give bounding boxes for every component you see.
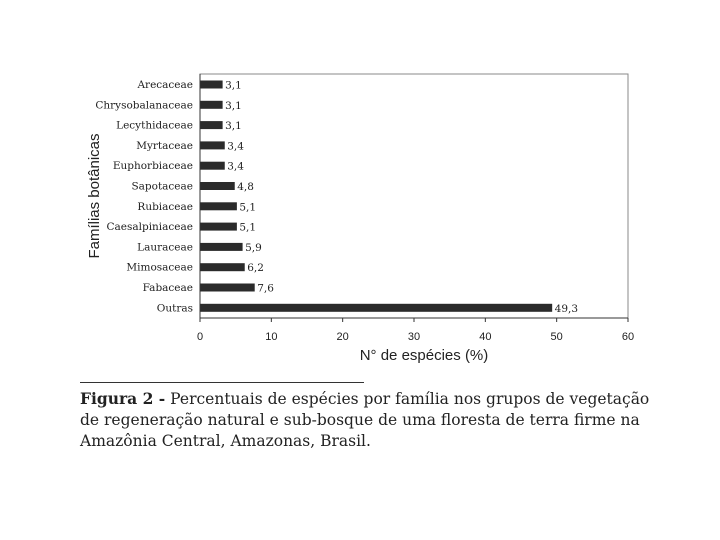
category-label: Sapotaceae bbox=[131, 180, 193, 193]
bar bbox=[201, 141, 225, 149]
caption-label: Figura 2 - bbox=[80, 389, 166, 408]
value-label: 7,6 bbox=[257, 282, 274, 295]
bar bbox=[201, 202, 237, 210]
x-tick-label: 0 bbox=[196, 331, 204, 343]
value-label: 5,9 bbox=[245, 241, 262, 254]
x-axis-title: N° de espécies (%) bbox=[359, 347, 489, 364]
category-label: Myrtaceae bbox=[136, 139, 193, 152]
value-label: 4,8 bbox=[237, 181, 254, 193]
category-label: Fabaceae bbox=[142, 282, 193, 294]
category-label: Euphorbiaceae bbox=[112, 160, 193, 173]
bar bbox=[201, 263, 245, 271]
value-label: 6,2 bbox=[247, 262, 264, 275]
plot-area-frame bbox=[200, 74, 628, 318]
caption-rule bbox=[80, 382, 364, 383]
bar bbox=[201, 182, 235, 190]
category-label: Mimosaceae bbox=[126, 261, 193, 274]
x-tick-label: 50 bbox=[550, 331, 563, 343]
bar bbox=[201, 223, 237, 231]
value-label: 3,1 bbox=[225, 99, 242, 112]
bar bbox=[201, 101, 223, 109]
category-label: Rubiaceae bbox=[137, 200, 193, 213]
value-label: 5,1 bbox=[239, 221, 257, 234]
bar bbox=[201, 243, 243, 251]
bar bbox=[201, 81, 223, 89]
value-label: 3,4 bbox=[227, 140, 244, 153]
category-label: Lecythidaceae bbox=[116, 119, 193, 132]
y-axis-title: Famílias botânicas bbox=[86, 133, 103, 259]
bar bbox=[201, 304, 553, 312]
value-label: 3,4 bbox=[227, 160, 244, 173]
value-label: 5,1 bbox=[239, 201, 257, 214]
figure-caption bbox=[80, 388, 660, 452]
x-tick-label: 30 bbox=[407, 331, 421, 343]
category-label: Lauraceae bbox=[137, 241, 193, 254]
value-label: 49,3 bbox=[554, 302, 579, 315]
category-label: Outras bbox=[156, 302, 193, 315]
value-label: 3,1 bbox=[225, 79, 242, 92]
category-label: Chrysobalanaceae bbox=[95, 99, 193, 112]
bar bbox=[201, 162, 225, 170]
x-tick-label: 40 bbox=[479, 331, 492, 343]
category-label: Arecaceae bbox=[137, 79, 193, 91]
x-tick-label: 20 bbox=[336, 331, 349, 343]
x-tick-label: 10 bbox=[265, 331, 278, 343]
caption-text: Percentuais de espécies por família nos grupos de vegetação de regeneração natural e sub-bosque de uma floresta de terra firme na Amazônia Central, Amazonas, Brasil. bbox=[80, 390, 650, 450]
category-label: Caesalpiniaceae bbox=[106, 221, 193, 234]
bar bbox=[201, 121, 223, 129]
x-tick-label: 60 bbox=[621, 331, 635, 343]
bar bbox=[201, 284, 255, 292]
value-label: 3,1 bbox=[225, 120, 242, 133]
